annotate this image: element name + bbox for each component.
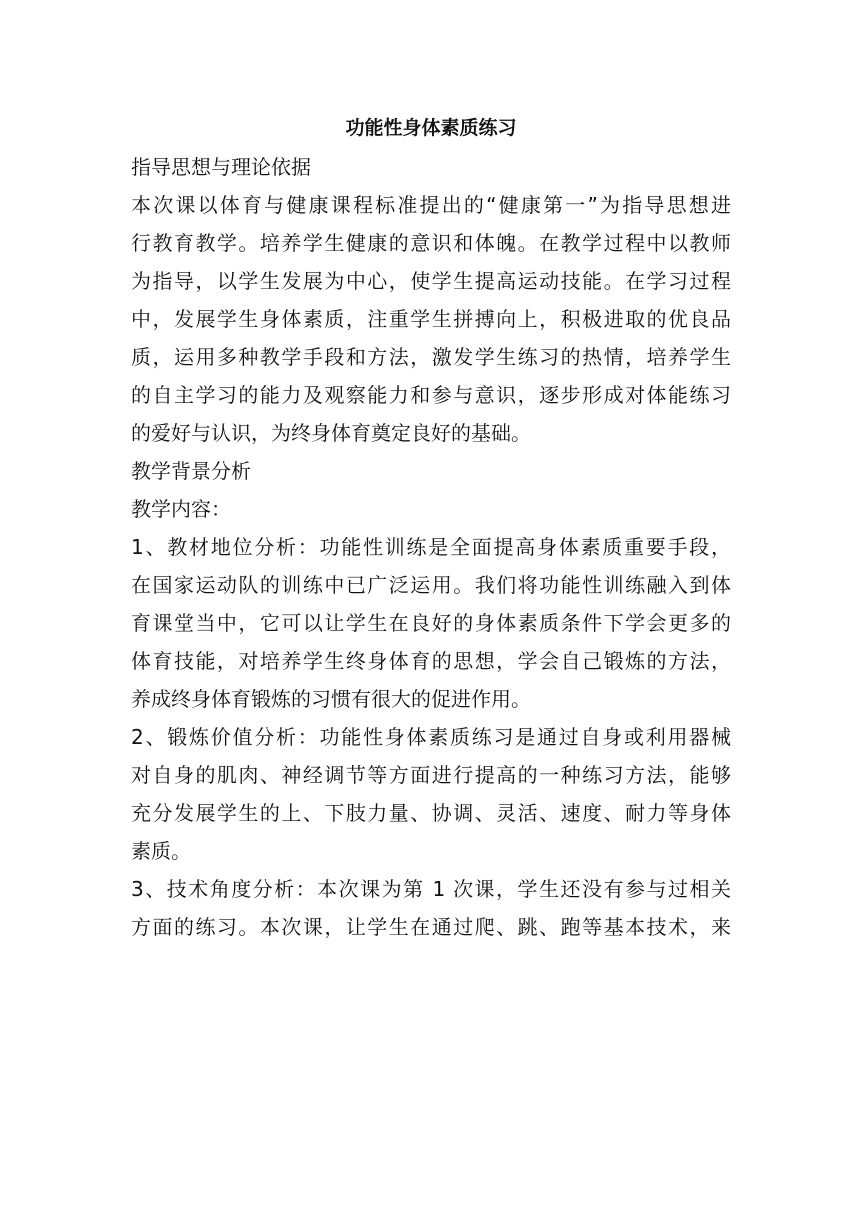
text-line: 为指导，以学生发展为中心，使学生提高运动技能。在学习过程	[131, 269, 731, 293]
text-line: 的爱好与认识，为终身体育奠定良好的基础。	[131, 421, 531, 445]
text-line: 中，发展学生身体素质，注重学生拼搏向上，积极进取的优良品	[131, 307, 731, 331]
text-line: 本次课以体育与健康课程标准提出的“健康第一”为指导思想进	[131, 193, 731, 217]
text-line: 行教育教学。培养学生健康的意识和体魄。在教学过程中以教师	[131, 231, 731, 255]
text-line: 育课堂当中，它可以让学生在良好的身体素质条件下学会更多的	[131, 611, 731, 635]
text-line: 在国家运动队的训练中已广泛运用。我们将功能性训练融入到体	[131, 573, 731, 597]
text-line: 1、教材地位分析：功能性训练是全面提高身体素质重要手段，	[131, 535, 731, 559]
text-line: 教学背景分析	[131, 459, 251, 483]
text-line: 方面的练习。本次课，让学生在通过爬、跳、跑等基本技术，来	[131, 915, 731, 939]
paragraph-lines	[131, 148, 731, 946]
text-line: 指导思想与理论依据	[131, 155, 311, 179]
document-body	[131, 108, 731, 946]
text-line: 2、锻炼价值分析：功能性身体素质练习是通过自身或利用器械	[131, 725, 731, 749]
text-line: 3、技术角度分析：本次课为第 1 次课，学生还没有参与过相关	[131, 877, 731, 901]
text-line: 教学内容：	[131, 497, 231, 521]
text-line: 的自主学习的能力及观察能力和参与意识，逐步形成对体能练习	[131, 383, 731, 407]
text-line: 养成终身体育锻炼的习惯有很大的促进作用。	[131, 687, 531, 711]
document-title: 功能性身体素质练习	[345, 117, 517, 139]
text-line: 质，运用多种教学手段和方法，激发学生练习的热情，培养学生	[131, 345, 731, 369]
text-line: 充分发展学生的上、下肢力量、协调、灵活、速度、耐力等身体	[131, 801, 731, 825]
text-line: 对自身的肌肉、神经调节等方面进行提高的一种练习方法，能够	[131, 763, 731, 787]
text-line: 素质。	[131, 839, 191, 863]
text-line: 体育技能，对培养学生终身体育的思想，学会自己锻炼的方法，	[131, 649, 731, 673]
